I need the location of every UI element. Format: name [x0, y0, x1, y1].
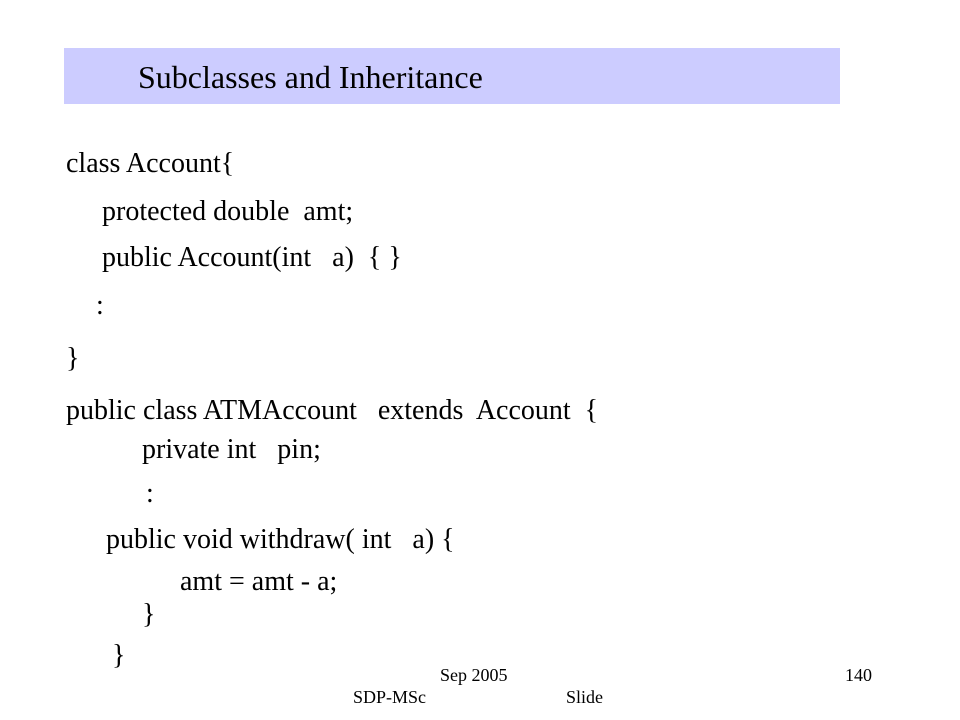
footer-date: Sep 2005 — [440, 665, 508, 685]
code-line: } — [142, 599, 156, 630]
code-line: public class ATMAccount extends Account { — [66, 395, 599, 426]
footer-page-number: 140 — [845, 665, 872, 685]
slide-title: Subclasses and Inheritance — [138, 59, 483, 95]
title-bar — [64, 48, 840, 104]
code-line: protected double amt; — [102, 196, 354, 227]
code-line: public Account(int a) { } — [102, 242, 402, 273]
code-line: amt = amt - a; — [180, 566, 338, 597]
code-line: private int pin; — [142, 434, 321, 465]
code-line: } — [112, 640, 126, 671]
code-line: public void withdraw( int a) { — [106, 524, 455, 555]
footer-course: SDP-MSc — [353, 687, 427, 707]
code-line: : — [146, 478, 154, 509]
code-line: } — [66, 343, 80, 374]
footer-slide-label: Slide — [566, 687, 604, 707]
code-line: : — [96, 290, 104, 321]
code-line: class Account{ — [66, 148, 235, 179]
